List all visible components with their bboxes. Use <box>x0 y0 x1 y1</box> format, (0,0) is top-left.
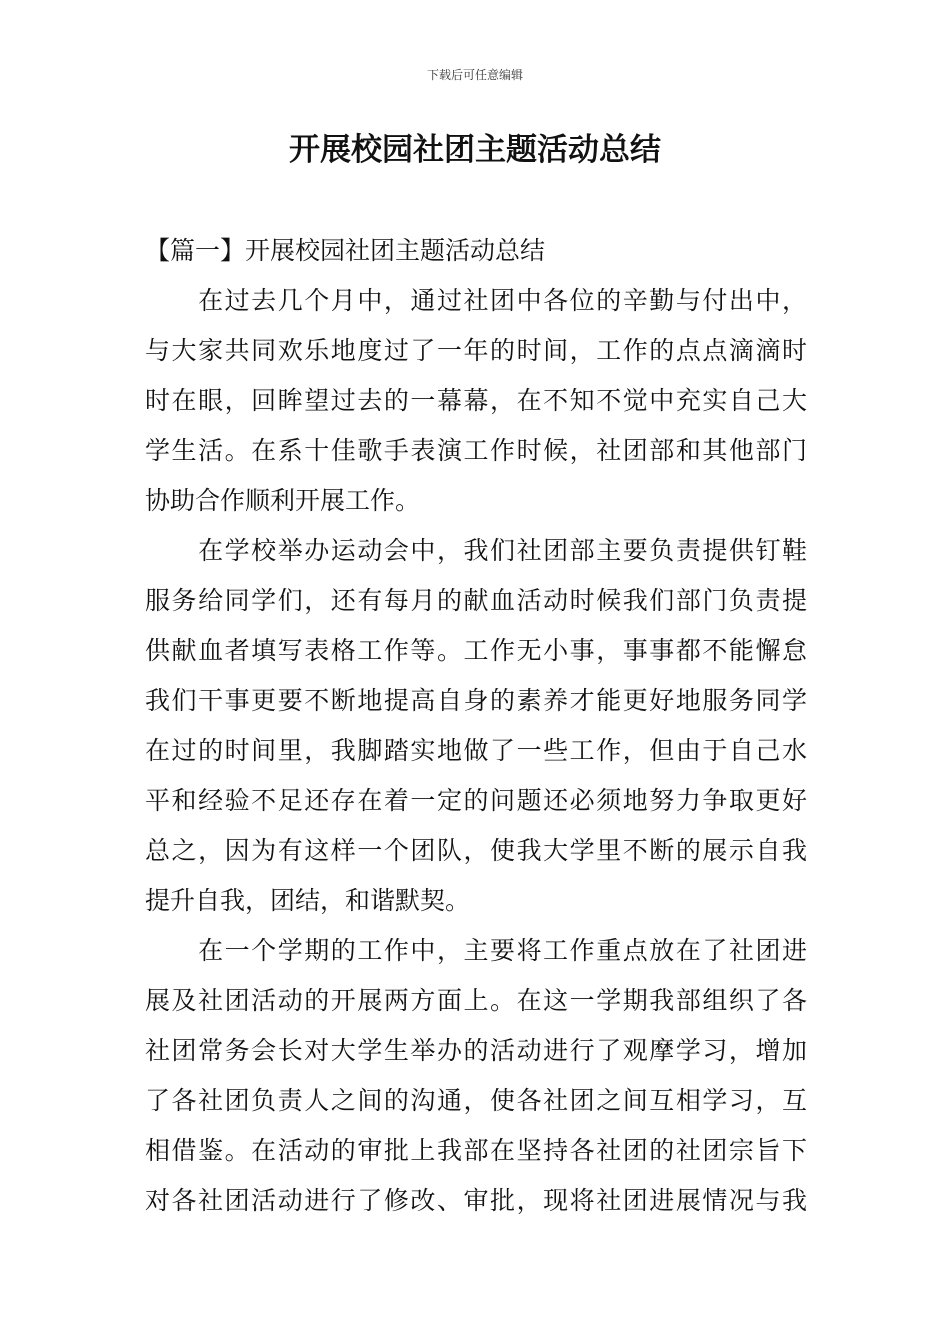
text-line: 对各社团活动进行了修改、审批，现将社团进展情况与我 <box>145 1186 807 1215</box>
text-line: 在过去几个月中，通过社团中各位的辛勤与付出中， <box>145 286 807 315</box>
text-line: 与大家共同欢乐地度过了一年的时间，工作的点点滴滴时 <box>145 336 807 365</box>
text-line: 在一个学期的工作中，主要将工作重点放在了社团进 <box>145 936 807 965</box>
text-line: 服务给同学们，还有每月的献血活动时候我们部门负责提 <box>145 586 807 615</box>
text-line: 在过的时间里，我脚踏实地做了一些工作，但由于自己水 <box>145 736 807 765</box>
document-body <box>145 226 807 1226</box>
text-line: 平和经验不足还存在着一定的问题还必须地努力争取更好 <box>145 786 807 815</box>
text-line: 社团常务会长对大学生举办的活动进行了观摩学习，增加 <box>145 1036 807 1065</box>
section-heading: 【篇一】开展校园社团主题活动总结 <box>145 236 546 265</box>
text-line: 提升自我，团结，和谐默契。 <box>145 886 471 915</box>
text-line: 学生活。在系十佳歌手表演工作时候，社团部和其他部门 <box>145 436 807 465</box>
text-line: 相借鉴。在活动的审批上我部在坚持各社团的社团宗旨下 <box>145 1136 807 1165</box>
document-title: 开展校园社团主题活动总结 <box>289 132 661 168</box>
text-line: 总之，因为有这样一个团队，使我大学里不断的展示自我 <box>145 836 807 865</box>
text-line: 了各社团负责人之间的沟通，使各社团之间互相学习，互 <box>145 1086 807 1115</box>
text-line: 协助合作顺利开展工作。 <box>145 486 421 515</box>
text-line: 时在眼，回眸望过去的一幕幕，在不知不觉中充实自己大 <box>145 386 807 415</box>
header-note: 下载后可任意编辑 <box>426 68 523 82</box>
text-line: 供献血者填写表格工作等。工作无小事，事事都不能懈怠 <box>145 636 807 665</box>
text-line: 我们干事更要不断地提高自身的素养才能更好地服务同学 <box>145 686 807 715</box>
text-line: 展及社团活动的开展两方面上。在这一学期我部组织了各 <box>145 986 807 1015</box>
text-line: 在学校举办运动会中，我们社团部主要负责提供钉鞋 <box>145 536 807 565</box>
